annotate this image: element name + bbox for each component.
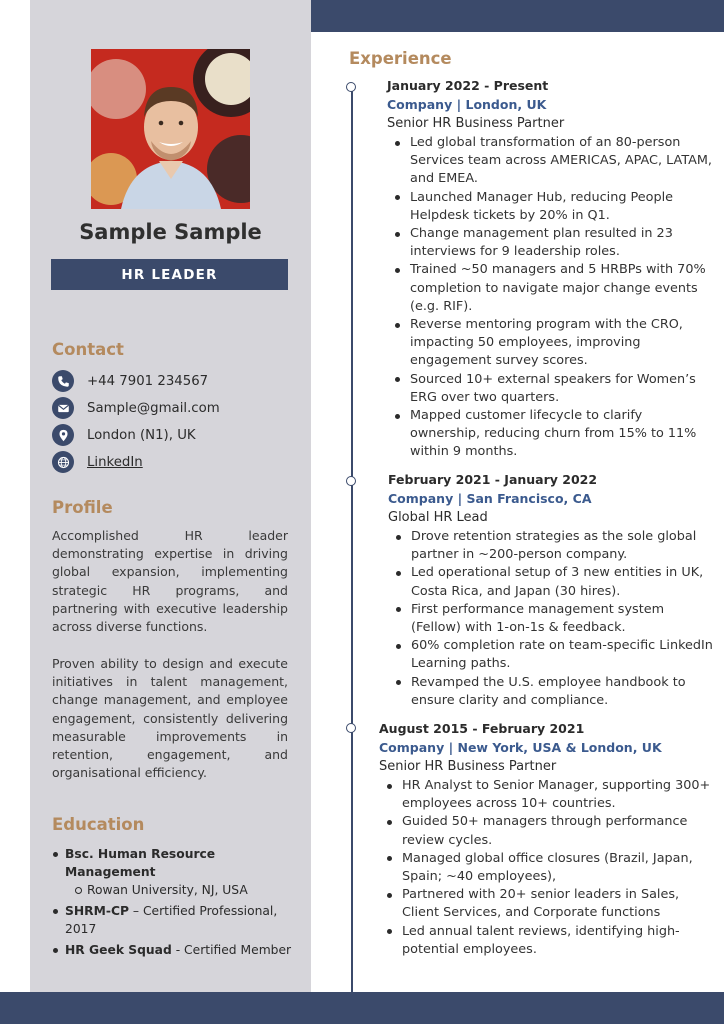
contact-phone [52,370,208,392]
job-entry-2 [388,470,713,710]
contact-email [52,397,220,419]
email-address[interactable]: Sample@gmail.com [87,400,220,416]
job-role: Senior HR Business Partner [387,116,565,131]
job-bullet: Guided 50+ managers through performance review cycles. [379,813,713,849]
timeline-line [351,87,353,992]
job-bullet: Led operational setup of 3 new entities in UK, Costa Rica, and Japan (30 hires). [388,564,713,600]
education-item [52,845,302,899]
job-date: August 2015 - February 2021 [379,721,585,736]
contact-linkedin [52,451,143,473]
job-bullet: Mapped customer lifecycle to clarify ownership, reducing churn from 15% to 11% within 9 months. [387,407,713,462]
job-bullet: Revamped the U.S. employee handbook to ensure clarity and compliance. [388,674,713,710]
phone-icon [52,370,74,392]
membership-name: HR Geek Squad [65,943,172,957]
location-pin-icon [52,424,74,446]
top-accent-bar [311,0,724,32]
location-text: London (N1), UK [87,427,196,443]
job-bullet: Change management plan resulted in 23 interviews for 9 leadership roles. [387,225,713,261]
education-item [52,941,302,959]
job-bullet: Sourced 10+ external speakers for Women’s ERG over two quarters. [387,371,713,407]
contact-heading: Contact [52,340,124,359]
job-company: Company | San Francisco, CA [388,491,592,506]
certification-name: SHRM-CP [65,904,129,918]
job-date: February 2021 - January 2022 [388,472,598,487]
job-bullet: First performance management system (Fellow) with 1-on-1s & feedback. [388,601,713,637]
job-date: January 2022 - Present [387,78,549,93]
job-role: Global HR Lead [388,510,488,525]
job-bullet: Led annual talent reviews, identifying high-potential employees. [379,923,713,959]
job-bullet-list [387,134,713,462]
certification-detail: – Certified Professional, 2017 [65,904,278,936]
job-bullet: Trained ~50 managers and 5 HRBPs with 70% completion to navigate major change events (e.g. RIF). [387,261,713,316]
job-bullet: 60% completion rate on team-specific LinkedIn Learning paths. [388,637,713,673]
job-company: Company | London, UK [387,97,547,112]
job-bullet: Managed global office closures (Brazil, Japan, Spain; ~40 employees), [379,850,713,886]
mail-icon [52,397,74,419]
membership-detail: - Certified Member [171,943,292,957]
education-item [52,902,302,938]
job-title: HR LEADER [121,266,218,283]
job-bullet: Reverse mentoring program with the CRO, impacting 50 employees, improving engagement survey scores. [387,316,713,371]
profile-paragraph-2: Proven ability to design and execute initiatives in talent management, change management, and employee engagement, consistently delivering measurable improvements in retention, engagement, and organisational efficiency. [52,656,288,781]
phone-number: +44 7901 234567 [87,373,209,389]
job-entry-1 [387,76,713,462]
job-bullet: Led global transformation of an 80-person Services team across AMERICAS, APAC, LATAM, and EMEA. [387,134,713,189]
education-institution: Rowan University, NJ, USA [65,881,302,899]
education-list [52,845,302,962]
contact-location [52,424,196,446]
education-degree: Bsc. Human Resource Management [65,847,216,879]
timeline-dot [346,723,356,733]
job-bullet-list [379,777,713,959]
profile-photo [91,49,250,209]
job-bullet-list [388,528,713,710]
globe-icon [52,451,74,473]
profile-paragraph-1: Accomplished HR leader demonstrating expertise in driving global expansion, implementing strategic HR programs, and partnering with executive leadership across diverse functions. [52,528,288,635]
job-bullet: Launched Manager Hub, reducing People Helpdesk tickets by 20% in Q1. [387,189,713,225]
experience-heading: Experience [349,49,452,68]
profile-heading: Profile [52,498,113,517]
job-company: Company | New York, USA & London, UK [379,740,662,755]
timeline-dot [346,476,356,486]
job-bullet: Partnered with 20+ senior leaders in Sales, Client Services, and Corporate functions [379,886,713,922]
timeline-dot [346,82,356,92]
job-role: Senior HR Business Partner [379,759,557,774]
job-bullet: HR Analyst to Senior Manager, supporting 300+ employees across 10+ countries. [379,777,713,813]
candidate-name: Sample Sample [79,220,262,244]
education-heading: Education [52,815,145,834]
job-entry-3 [379,719,713,959]
linkedin-link[interactable]: LinkedIn [87,454,143,470]
bottom-accent-bar [0,992,724,1024]
job-title-banner [51,259,288,290]
job-bullet: Drove retention strategies as the sole global partner in ~200-person company. [388,528,713,564]
